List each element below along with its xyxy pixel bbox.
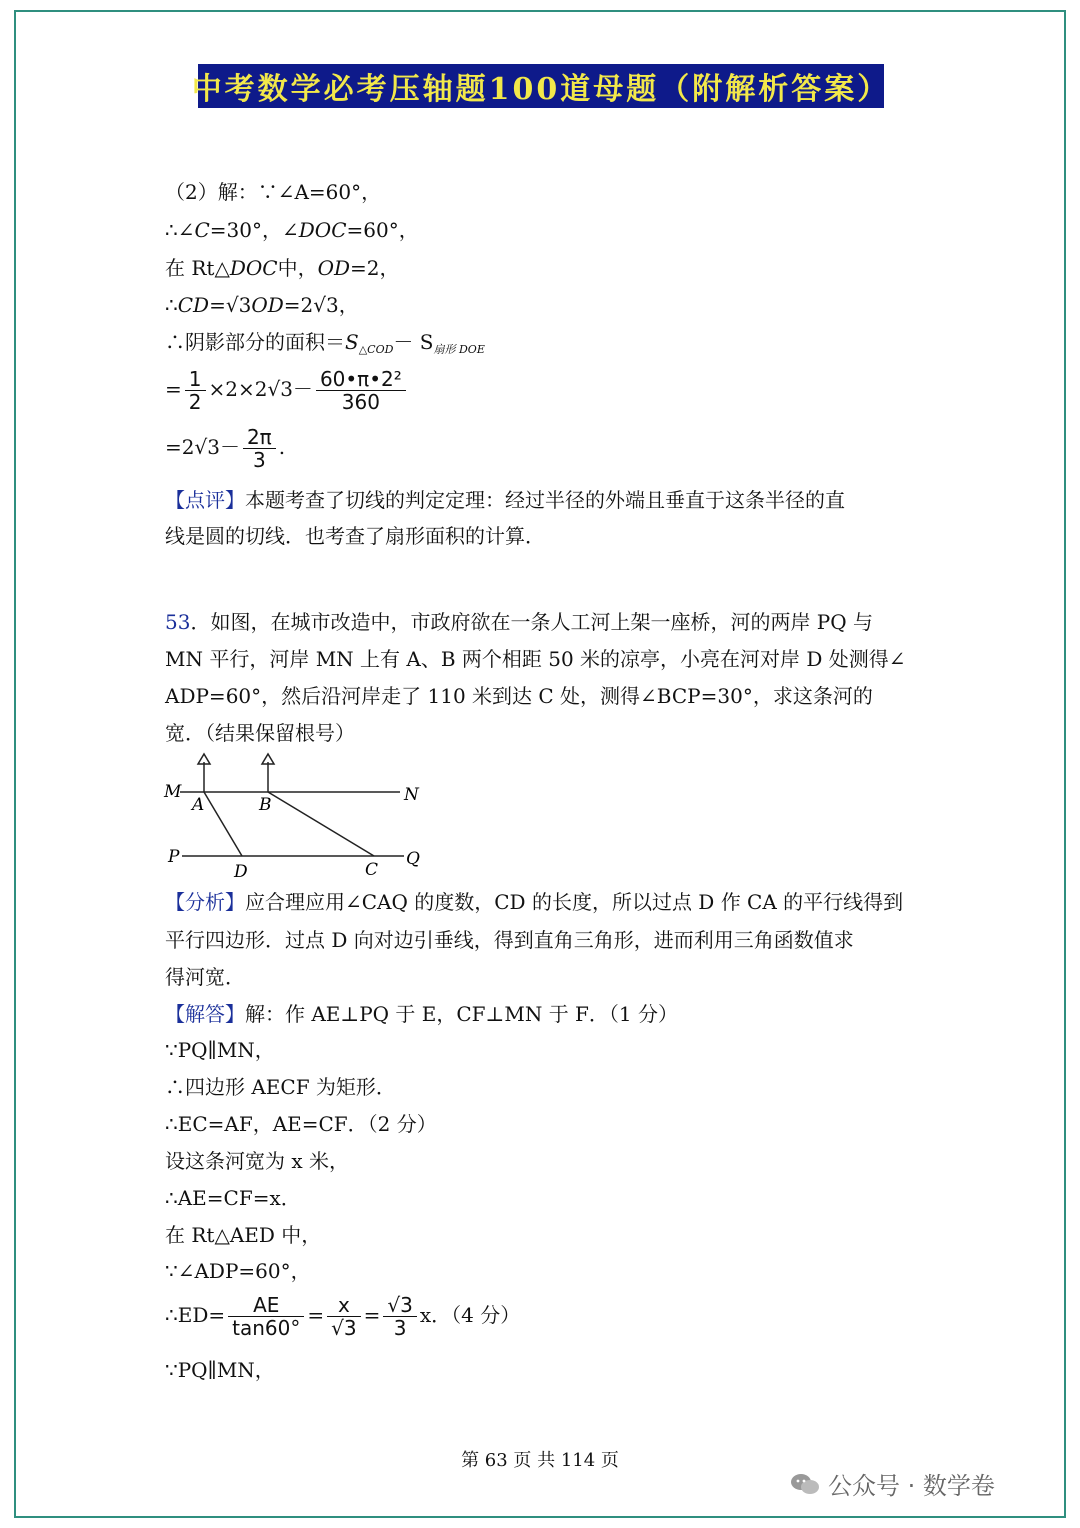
page-number: 第 63 页 共 114 页 bbox=[461, 1450, 619, 1471]
segment-ad bbox=[204, 792, 242, 856]
fraction-ae-tan60: $\frac{AE}{\tan 60^\circ}$ bbox=[228, 1294, 304, 1339]
label-b: B bbox=[259, 795, 272, 815]
fraction-two-pi-thirds: $\frac{2\pi}{3}$ bbox=[243, 426, 276, 471]
solution-line-5: ∴阴影部分的面积$=S_{\triangle COD}- S_{扇形 DOE}$ bbox=[165, 330, 485, 356]
comment-line-2: 线是圆的切线．也考查了扇形面积的计算． bbox=[165, 524, 545, 548]
answer-line-9: ∴ED= $\frac{AE}{\tan 60^\circ}$ = $\frac{x}{√3}$ = $\frac{√3}{3}$ x．（4 分） bbox=[165, 1293, 521, 1340]
label-d: D bbox=[234, 862, 248, 882]
wechat-icon bbox=[790, 1473, 820, 1495]
answer-line-10: ∵PQ∥MN， bbox=[165, 1358, 275, 1382]
label-q: Q bbox=[406, 849, 420, 869]
fraction-half: $\frac{1}{2}$ bbox=[185, 368, 206, 413]
answer-line-2: ∵PQ∥MN， bbox=[165, 1038, 275, 1062]
label-p: P bbox=[168, 847, 180, 867]
segment-bc bbox=[268, 792, 374, 856]
solution-line-6: = $\frac{1}{2}$ ×2×2√3－ $\frac{\text{60•π•2²}}{360}$ bbox=[165, 368, 409, 413]
label-c: C bbox=[365, 860, 379, 880]
question-53-line-4: 宽．（结果保留根号） bbox=[165, 721, 355, 745]
answer-line-6: ∴AE=CF=x． bbox=[165, 1186, 301, 1210]
solution-line-1: （2）解：∵∠A=60°， bbox=[165, 180, 382, 204]
fraction-sqrt3-3: $\frac{√3}{3}$ bbox=[383, 1294, 416, 1339]
fraction-x-sqrt3: $\frac{x}{√3}$ bbox=[327, 1294, 360, 1339]
fraction-sector: $\frac{\text{60•π•2²}}{360}$ bbox=[316, 368, 406, 413]
solution-line-3: 在 Rt△DOC中，OD=2， bbox=[165, 256, 400, 280]
label-n: N bbox=[404, 785, 419, 805]
solution-line-2: ∴∠C=30°，∠DOC=60°， bbox=[165, 218, 419, 242]
analysis-line-1: 【分析】应合理应用∠CAQ 的度数，CD 的长度，所以过点 D 作 CA 的平行线得到 bbox=[165, 890, 904, 914]
question-53-line-1: 53．如图，在城市改造中，市政府欲在一条人工河上架一座桥，河的两岸 PQ 与 bbox=[165, 610, 874, 634]
comment-line-1: 【点评】本题考查了切线的判定定理：经过半径的外端且垂直于这条半径的直 bbox=[165, 488, 845, 512]
solution-line-7: =2√3－ $\frac{2\pi}{3}$ . bbox=[165, 425, 286, 472]
answer-line-5: 设这条河宽为 x 米， bbox=[165, 1149, 349, 1173]
answer-line-8: ∵∠ADP=60°， bbox=[165, 1259, 311, 1283]
analysis-line-3: 得河宽． bbox=[165, 965, 245, 989]
answer-line-1: 【解答】解：作 AE⊥PQ 于 E，CF⊥MN 于 F．（1 分） bbox=[165, 1002, 679, 1026]
analysis-line-2: 平行四边形．过点 D 向对边引垂线，得到直角三角形，进而利用三角函数值求 bbox=[165, 928, 854, 952]
label-m: M bbox=[164, 782, 182, 802]
page-title-banner: 中考数学必考压轴题100道母题（附解析答案） bbox=[198, 64, 884, 108]
question-53-line-3: ADP=60°，然后沿河岸走了 110 米到达 C 处，测得∠BCP=30°，求这条河的 bbox=[165, 684, 873, 708]
answer-line-4: ∴EC=AF，AE=CF．（2 分） bbox=[165, 1112, 437, 1136]
solution-line-4: ∴CD=√3OD=2√3， bbox=[165, 293, 359, 317]
answer-line-3: ∴四边形 AECF 为矩形． bbox=[165, 1075, 396, 1099]
label-a: A bbox=[192, 795, 205, 815]
wechat-watermark: 公众号 · 数学卷 bbox=[790, 1466, 995, 1501]
question-53-line-2: MN 平行，河岸 MN 上有 A、B 两个相距 50 米的凉亭，小亮在河对岸 D 处测得∠ bbox=[165, 647, 906, 671]
river-bridge-figure bbox=[160, 750, 430, 885]
answer-line-7: 在 Rt△AED 中， bbox=[165, 1223, 322, 1247]
